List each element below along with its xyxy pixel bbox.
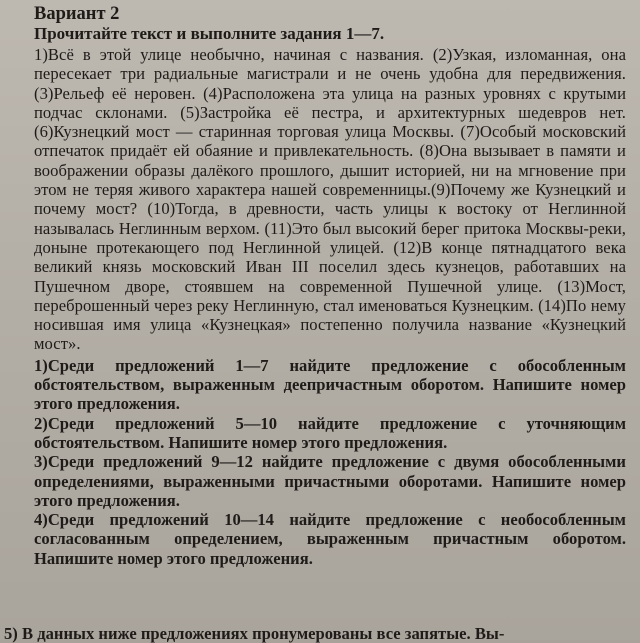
reading-passage: 1)Всё в этой улице необычно, начиная с названия. (2)Узкая, изломанная, она пересекает три радиальные магистрали и не очень удобна для передвижения. (3)Рельеф её неровен. (4)Расположена эта улица на разных уровнях с крутыми подчас склонами. (5)Застройка её пестра, и архитектурных шедевров нет. (6)Кузнецкий мост — старинная торговая улица Москвы. (7)Особый московский отпечаток придаёт ей обаяние и привлекательность. (8)Она вызывает в памяти и воображении образы далёкого прошлого, дышит историей, ни на мгновение при этом не теряя живого характера нашей современницы.(9)Почему же Кузнецкий и почему мост? (10)Тогда, в древности, часть улицы к востоку от Неглинной называлась Неглинным верхом. (11)Это был высокий берег притока Москвы-реки, доныне протекающего под Неглинной улицей. (12)В конце пятнадцатого века великий князь московский Иван III поселил здесь кузнецов, работавших на Пушечном дворе, стоявшем на современной Пушечной улице. (13)Мост, переброшенный через реку Неглинную, стал именоваться Кузнецким. (14)По нему носившая имя улица «Кузнецкая» постепенно получила название «Кузнецкий мост».: [34, 45, 626, 354]
task-3: 3)Среди предложений 9—12 найдите предложение с двумя обособленными определениями, выраженными причастными оборотами. Напишите номер этого предложения.: [34, 452, 626, 510]
task-1: 1)Среди предложений 1—7 найдите предложение с обособленным обстоятельством, выраженным деепричастным оборотом. Напишите номер этого предложения.: [34, 355, 626, 414]
variant-title: Вариант 2: [34, 4, 120, 24]
task-2: 2)Среди предложений 5—10 найдите предложение с уточняющим обстоятельством. Напишите номер этого предложения.: [34, 413, 626, 452]
task-5: 5) В данных ниже предложениях пронумерованы все запятые. Вы-: [4, 624, 505, 643]
task-list: [34, 356, 626, 568]
instruction-heading: Прочитайте текст и выполните задания 1—7.: [34, 24, 385, 43]
task-4: 4)Среди предложений 10—14 найдите предложение с необособленным согласованным определением, выраженным причастным оборотом. Напишите номер этого предложения.: [34, 510, 626, 568]
